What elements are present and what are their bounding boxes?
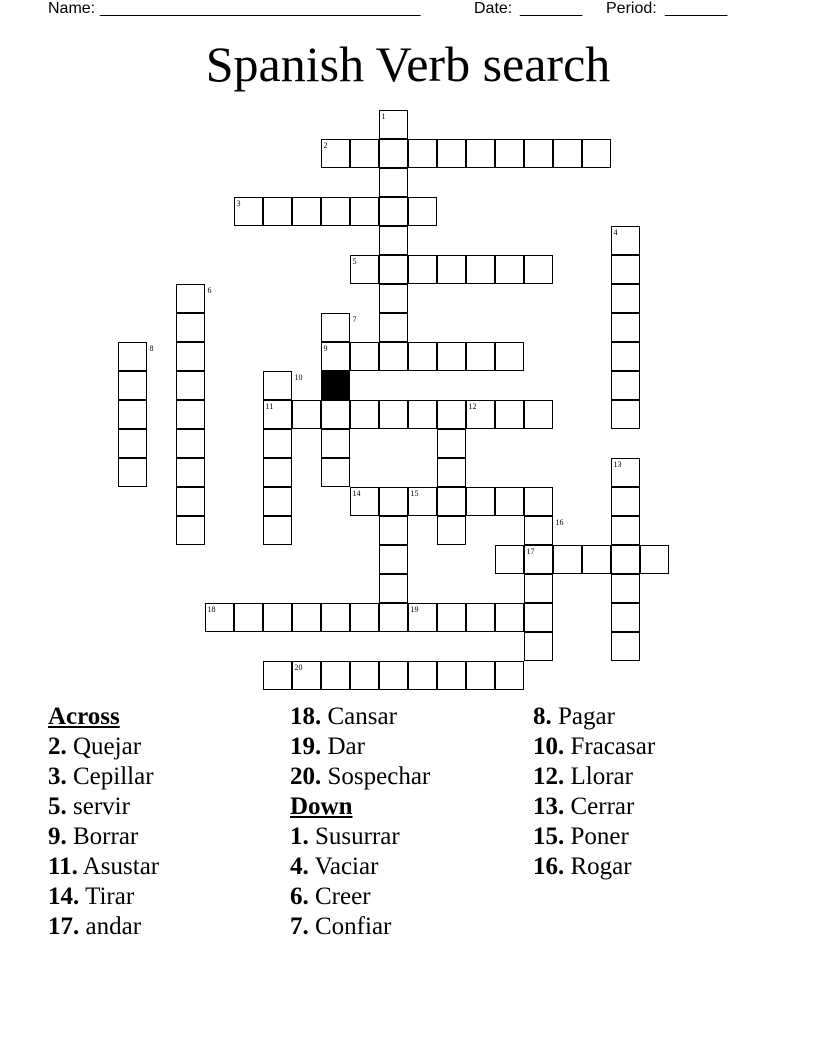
- grid-cell[interactable]: [582, 545, 611, 574]
- grid-cell[interactable]: [263, 371, 292, 400]
- grid-cell[interactable]: [466, 400, 495, 429]
- grid-cell[interactable]: [524, 487, 553, 516]
- period-label: Period:: [606, 0, 657, 17]
- clue-down-15: 15. Poner: [533, 823, 629, 850]
- grid-cell[interactable]: [408, 139, 437, 168]
- grid-cell[interactable]: [176, 284, 205, 313]
- clue-down-6: 6. Creer: [290, 883, 371, 910]
- blocked-cell: [321, 371, 350, 400]
- grid-cell[interactable]: [611, 342, 640, 371]
- clue-number-18: 18: [207, 604, 216, 614]
- grid-cell[interactable]: [611, 226, 640, 255]
- grid-cell[interactable]: [611, 371, 640, 400]
- grid-cell[interactable]: [379, 342, 408, 371]
- clue-number-17: 17: [526, 546, 535, 556]
- grid-cell[interactable]: [118, 342, 147, 371]
- grid-cell[interactable]: [176, 458, 205, 487]
- grid-cell[interactable]: [611, 632, 640, 661]
- grid-cell[interactable]: [263, 603, 292, 632]
- clue-number-1: 1: [381, 111, 386, 121]
- clue-across-19: 19. Dar: [290, 733, 365, 760]
- grid-cell[interactable]: [437, 139, 466, 168]
- grid-cell[interactable]: [350, 342, 379, 371]
- grid-cell[interactable]: [379, 139, 408, 168]
- grid-cell[interactable]: [466, 139, 495, 168]
- grid-cell[interactable]: [466, 603, 495, 632]
- grid-cell[interactable]: [437, 487, 466, 516]
- down-heading: Down: [290, 793, 353, 820]
- grid-cell[interactable]: [379, 255, 408, 284]
- grid-cell[interactable]: [234, 603, 263, 632]
- grid-cell[interactable]: [524, 516, 553, 545]
- grid-cell[interactable]: [379, 313, 408, 342]
- across-heading: Across: [48, 703, 120, 730]
- grid-cell[interactable]: [553, 545, 582, 574]
- grid-cell[interactable]: [379, 487, 408, 516]
- clue-number-7: 7: [352, 314, 357, 324]
- grid-cell[interactable]: [176, 516, 205, 545]
- clue-number-11: 11: [265, 401, 274, 411]
- clue-down-16: 16. Rogar: [533, 853, 632, 880]
- grid-cell[interactable]: [263, 458, 292, 487]
- grid-cell[interactable]: [437, 516, 466, 545]
- grid-cell[interactable]: [611, 516, 640, 545]
- grid-cell[interactable]: [611, 255, 640, 284]
- grid-cell[interactable]: [321, 603, 350, 632]
- clue-down-12: 12. Llorar: [533, 763, 633, 790]
- clue-down-1: 1. Susurrar: [290, 823, 400, 850]
- grid-cell[interactable]: [582, 139, 611, 168]
- date-label: Date:: [474, 0, 513, 17]
- grid-cell[interactable]: [466, 255, 495, 284]
- grid-cell[interactable]: [379, 168, 408, 197]
- grid-cell[interactable]: [495, 603, 524, 632]
- grid-cell[interactable]: [263, 487, 292, 516]
- clue-across-17: 17. andar: [48, 913, 142, 940]
- grid-cell[interactable]: [379, 661, 408, 690]
- clue-number-13: 13: [613, 459, 622, 469]
- grid-cell[interactable]: [640, 545, 669, 574]
- grid-cell[interactable]: [495, 487, 524, 516]
- grid-cell[interactable]: [437, 458, 466, 487]
- grid-cell[interactable]: [408, 197, 437, 226]
- clue-down-13: 13. Cerrar: [533, 793, 635, 820]
- grid-cell[interactable]: [437, 603, 466, 632]
- grid-cell[interactable]: [408, 255, 437, 284]
- grid-cell[interactable]: [379, 400, 408, 429]
- grid-cell[interactable]: [321, 400, 350, 429]
- grid-cell[interactable]: [350, 487, 379, 516]
- grid-cell[interactable]: [495, 545, 524, 574]
- grid-cell[interactable]: [408, 342, 437, 371]
- grid-cell[interactable]: [611, 313, 640, 342]
- clue-number-9: 9: [323, 343, 328, 353]
- clue-number-2: 2: [323, 140, 328, 150]
- grid-cell[interactable]: [611, 603, 640, 632]
- clue-number-8: 8: [149, 343, 154, 353]
- grid-cell[interactable]: [118, 400, 147, 429]
- grid-cell[interactable]: [437, 400, 466, 429]
- clue-number-15: 15: [410, 488, 419, 498]
- clue-number-16: 16: [555, 517, 564, 527]
- clue-across-14: 14. Tirar: [48, 883, 135, 910]
- grid-cell[interactable]: [524, 632, 553, 661]
- grid-cell[interactable]: [350, 400, 379, 429]
- clues-column-2: [290, 702, 430, 942]
- clue-number-10: 10: [294, 372, 303, 382]
- clue-across-5: 5. servir: [48, 793, 130, 820]
- grid-cell[interactable]: [379, 284, 408, 313]
- grid-cell[interactable]: [466, 342, 495, 371]
- grid-cell[interactable]: [524, 603, 553, 632]
- clue-across-2: 2. Quejar: [48, 733, 142, 760]
- grid-cell[interactable]: [176, 313, 205, 342]
- clue-number-3: 3: [236, 198, 241, 208]
- date-blank[interactable]: _______: [520, 0, 583, 17]
- grid-cell[interactable]: [495, 400, 524, 429]
- grid-cell[interactable]: [292, 400, 321, 429]
- grid-cell[interactable]: [524, 139, 553, 168]
- clue-across-9: 9. Borrar: [48, 823, 139, 850]
- grid-cell[interactable]: [379, 574, 408, 603]
- grid-cell[interactable]: [495, 661, 524, 690]
- clue-down-8: 8. Pagar: [533, 703, 615, 730]
- grid-cell[interactable]: [350, 661, 379, 690]
- grid-cell[interactable]: [321, 139, 350, 168]
- grid-cell[interactable]: [524, 574, 553, 603]
- grid-cell[interactable]: [176, 342, 205, 371]
- grid-cell[interactable]: [408, 661, 437, 690]
- grid-cell[interactable]: [379, 545, 408, 574]
- grid-cell[interactable]: [350, 603, 379, 632]
- grid-cell[interactable]: [437, 255, 466, 284]
- grid-cell[interactable]: [176, 487, 205, 516]
- grid-cell[interactable]: [379, 197, 408, 226]
- grid-cell[interactable]: [611, 458, 640, 487]
- period-blank[interactable]: _______: [665, 0, 728, 17]
- grid-cell[interactable]: [263, 197, 292, 226]
- clue-number-20: 20: [294, 662, 303, 672]
- grid-cell[interactable]: [495, 255, 524, 284]
- clue-down-7: 7. Confiar: [290, 913, 392, 940]
- grid-cell[interactable]: [611, 284, 640, 313]
- grid-cell[interactable]: [263, 516, 292, 545]
- clue-number-12: 12: [468, 401, 477, 411]
- grid-cell[interactable]: [205, 603, 234, 632]
- clue-number-19: 19: [410, 604, 419, 614]
- grid-cell[interactable]: [176, 429, 205, 458]
- grid-cell[interactable]: [611, 545, 640, 574]
- grid-cell[interactable]: [611, 400, 640, 429]
- grid-cell[interactable]: [524, 545, 553, 574]
- grid-cell[interactable]: [292, 603, 321, 632]
- clue-number-14: 14: [352, 488, 361, 498]
- clues-column-1: [48, 702, 159, 942]
- grid-cell[interactable]: [118, 371, 147, 400]
- grid-cell[interactable]: [263, 400, 292, 429]
- clue-across-3: 3. Cepillar: [48, 763, 154, 790]
- clue-across-11: 11. Asustar: [48, 853, 160, 880]
- grid-cell[interactable]: [524, 400, 553, 429]
- clue-number-5: 5: [352, 256, 357, 266]
- grid-cell[interactable]: [611, 574, 640, 603]
- grid-cell[interactable]: [379, 110, 408, 139]
- grid-cell[interactable]: [292, 197, 321, 226]
- grid-cell[interactable]: [553, 139, 582, 168]
- grid-cell[interactable]: [350, 197, 379, 226]
- grid-cell[interactable]: [379, 603, 408, 632]
- grid-cell[interactable]: [437, 661, 466, 690]
- clue-down-10: 10. Fracasar: [533, 733, 656, 760]
- grid-cell[interactable]: [495, 139, 524, 168]
- name-blank[interactable]: ____________________________________: [100, 0, 421, 17]
- grid-cell[interactable]: [466, 487, 495, 516]
- grid-cell[interactable]: [176, 400, 205, 429]
- grid-cell[interactable]: [379, 516, 408, 545]
- name-label: Name:: [48, 0, 96, 17]
- grid-cell[interactable]: [263, 661, 292, 690]
- grid-cell[interactable]: [321, 429, 350, 458]
- grid-cell[interactable]: [408, 487, 437, 516]
- grid-cell[interactable]: [495, 342, 524, 371]
- grid-cell[interactable]: [408, 400, 437, 429]
- grid-cell[interactable]: [611, 487, 640, 516]
- grid-cell[interactable]: [292, 661, 321, 690]
- grid-cell[interactable]: [437, 342, 466, 371]
- grid-cell[interactable]: [118, 429, 147, 458]
- clue-across-20: 20. Sospechar: [290, 763, 431, 790]
- clue-down-4: 4. Vaciar: [290, 853, 379, 880]
- grid-cell[interactable]: [321, 342, 350, 371]
- grid-cell[interactable]: [379, 226, 408, 255]
- grid-cell[interactable]: [350, 255, 379, 284]
- clue-number-4: 4: [613, 227, 618, 237]
- grid-cell[interactable]: [118, 458, 147, 487]
- grid-cell[interactable]: [524, 255, 553, 284]
- grid-cell[interactable]: [321, 313, 350, 342]
- grid-cell[interactable]: [176, 371, 205, 400]
- grid-cell[interactable]: [263, 429, 292, 458]
- grid-cell[interactable]: [466, 661, 495, 690]
- grid-cell[interactable]: [408, 603, 437, 632]
- grid-cell[interactable]: [234, 197, 263, 226]
- grid-cell[interactable]: [437, 429, 466, 458]
- clue-number-6: 6: [207, 285, 212, 295]
- page-title: Spanish Verb search: [205, 36, 611, 92]
- clues-column-3: [533, 702, 655, 882]
- grid-cell[interactable]: [321, 661, 350, 690]
- clue-across-18: 18. Cansar: [290, 703, 397, 730]
- grid-cell[interactable]: [321, 197, 350, 226]
- grid-cell[interactable]: [321, 458, 350, 487]
- grid-cell[interactable]: [350, 139, 379, 168]
